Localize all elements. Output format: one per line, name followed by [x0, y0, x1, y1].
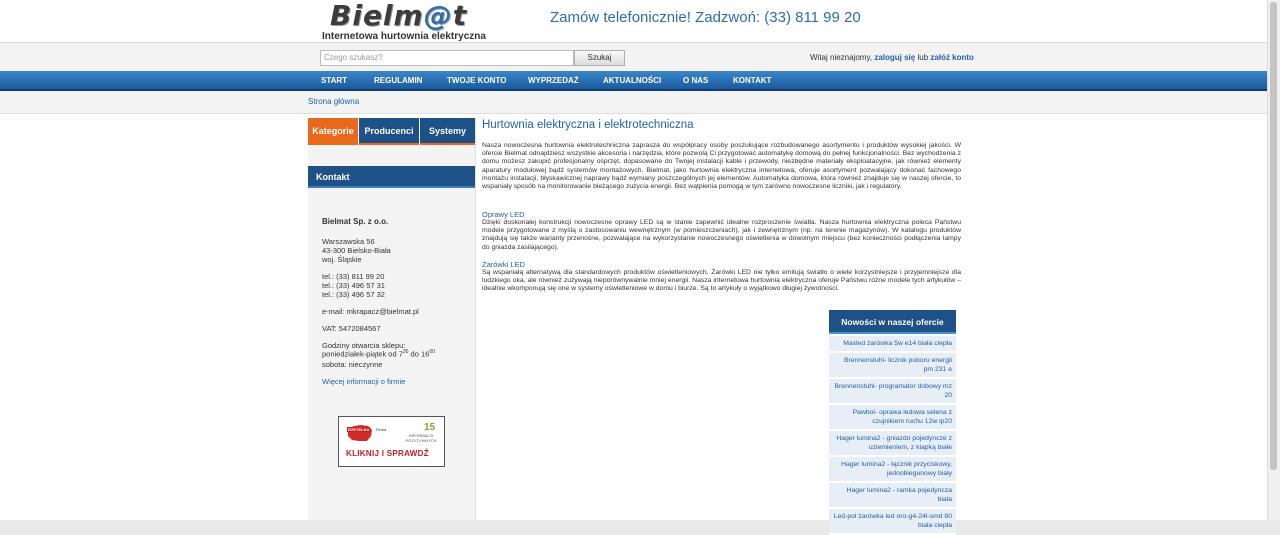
- nav-aktualnosci[interactable]: AKTUALNOŚCI: [603, 76, 662, 85]
- logo[interactable]: [320, 0, 486, 42]
- led-fixtures-paragraph: Dzięki doskonałej konstrukcji nowoczesne oprawy LED są w stanie zapewnić idealne rozproszenie światła. Nasza hurtownia elektryczna poleca Państwu modele przygotowane z myślą o zastosowaniu wewnętrznym (w pomieszczeniach), jak i zewnętrznym (np. na terenie magazynów). W katalogu produktów znajdują się także warianty przenośne, pozwalające na wykorzystanie nowoczesnego oświetlenia w dowolnym miejscu (bez konieczności podłączenia lampy do gniazda zasilającego).: [482, 219, 961, 251]
- badge-rzetelna-label: RZETELNA: [348, 427, 370, 432]
- nav-start[interactable]: START: [321, 76, 348, 85]
- new-product-item[interactable]: Brennenstuhl- programator dobowy mz 20: [829, 379, 956, 405]
- scrollbar-thumb[interactable]: [1270, 2, 1277, 470]
- badge-info-text: INFORMACJI POZYTYWNYCH: [405, 433, 437, 443]
- nav-o-nas[interactable]: O NAS: [683, 76, 709, 85]
- breadcrumb-bar: [0, 91, 1268, 114]
- badge-firma-label: Firma: [376, 427, 387, 432]
- login-link[interactable]: zaloguj się: [874, 53, 916, 62]
- phone-3: tel.: (33) 496 57 32: [322, 290, 385, 299]
- new-product-item[interactable]: Brennenstuhl- licznik poboru energii pm 231 e: [829, 353, 956, 379]
- main-nav: [0, 71, 1268, 91]
- new-product-item[interactable]: Maxled żarówka 5w e14 biała ciepła: [829, 336, 956, 353]
- email-text: e-mail: mkrapacz@bielmat.pl: [322, 307, 419, 316]
- intro-paragraph: Nasza nowoczesna hurtownia elektrotechniczna zaprasza do współpracy osoby poszukujące rozbudowanego asortymentu i produktów wysokiej jakości. W ofercie Bielmat odnajdziesz wszystkie akcesoria i narzędzia, które pozwolą Ci przygotować automatykę domową do pełnej funkcjonalności. Bez wychodzenia z domu możesz zakupić profesjonalny osprzęt, dopasowane do Twojej instalacji kable i przewody, niezbędne materiały eksploatacyjne, jak również elementy aparatury modułowej bądź systemów montażowych. Bielmat, jako hurtownia elektryczna internetowa, oferuje asortyment pozwalający dokonać fachowego montażu instalacji, błyskawicznej naprawy bądź wymiany poszczególnych jej elementów. Automatyka domowa, która również znajduje się w naszej ofercie, to wspaniały sposób na monitorowanie bieżącego zużycia energii. Bez wątpienia pomogą w tym zarówno nowoczesne liczniki, jak i regulatory.: [482, 142, 961, 191]
- vat-number: VAT: 5472084567: [322, 324, 381, 333]
- search-input[interactable]: Czego szukasz?: [320, 50, 574, 66]
- badge-count: 15: [424, 422, 436, 433]
- order-phone-banner: Zamów telefonicznie! Zadzwoń: (33) 811 99 20: [550, 9, 861, 26]
- new-product-item[interactable]: Led-pol żarówka led oro-g4-24l-smd 80 biała ciepła: [829, 509, 956, 535]
- badge-cta: KLIKNIJ I SPRAWDŹ: [346, 449, 429, 458]
- new-product-item[interactable]: Hager lumina2 - łącznik przyciskowy, jednobiegunowy biały: [829, 457, 956, 483]
- phone-1: tel.: (33) 811 99 20: [322, 272, 385, 281]
- company-name: Bielmat Sp. z o.o.: [322, 217, 389, 226]
- kontakt-heading: Kontakt: [308, 166, 475, 188]
- led-bulbs-paragraph: Są wspaniałą alternatywą dla standardowych produktów oświetleniowych. Żarówki LED nie tylko emitują światło o wiele korzystniejsze i przyjemniejsze dla ludzkiego oka, ale również zużywają nieporównywalnie mniej energii. Nasza internetowa hurtownia elektryczna oferuje Państwu różne modele tych artykułów – idealnie wkomponują się one w systemy oświetleniowe w domu i biurze. Są to artykuły o wyjątkowo długiej żywotności.: [482, 269, 961, 293]
- address-region: woj. Śląskie: [322, 255, 362, 264]
- hours-title: Godziny otwarcia sklepu:: [322, 341, 406, 350]
- nav-wyprzedaz[interactable]: WYPRZEDAŻ: [528, 76, 579, 85]
- greeting-text: Witaj nieznajomy,: [810, 53, 873, 62]
- tab-systemy[interactable]: Systemy: [420, 118, 475, 145]
- nav-regulamin[interactable]: REGULAMIN: [374, 76, 423, 85]
- tab-producenci[interactable]: Producenci: [359, 118, 419, 145]
- hours-weekdays: poniedziałek-piątek od $7^{30}$ do $16^{00}$: [322, 349, 435, 359]
- new-products-heading: Nowości w naszej ofercie: [829, 310, 956, 334]
- new-product-item[interactable]: Pawbol- oprawa ledowa selena z czujnikiem ruchu 12w ip20: [829, 405, 956, 431]
- register-link[interactable]: załóż konto: [930, 53, 974, 62]
- led-fixtures-heading: Oprawy LED: [482, 210, 525, 219]
- poland-map-icon: [345, 423, 375, 443]
- tab-kategorie[interactable]: Kategorie: [308, 118, 358, 145]
- nav-twoje-konto[interactable]: TWOJE KONTO: [447, 76, 507, 85]
- account-links: [810, 53, 974, 62]
- address-city: 43-300 Bielsko-Biała: [322, 246, 391, 255]
- new-product-item[interactable]: Hager lumina2 - ramka pojedyncza biała: [829, 483, 956, 509]
- new-product-item[interactable]: Hager lumina2 - gniazdo pojedyncze z uziemieniem, z klapką białe: [829, 431, 956, 457]
- or-text: lub: [917, 53, 929, 62]
- address-street: Warszawska 56: [322, 237, 375, 246]
- more-info-link[interactable]: Więcej informacji o firmie: [322, 377, 406, 386]
- page-title: Hurtownia elektryczna i elektrotechniczna: [482, 119, 694, 131]
- search-bar: [0, 42, 1268, 71]
- nav-kontakt[interactable]: KONTAKT: [733, 76, 772, 85]
- breadcrumb-home-link[interactable]: Strona główna: [308, 97, 360, 106]
- logo-wordmark: Bielm@t: [330, 0, 468, 32]
- new-products-list: [829, 336, 956, 535]
- led-bulbs-heading: Żarówki LED: [482, 260, 525, 269]
- rzetelna-firma-badge[interactable]: [338, 416, 445, 467]
- hours-saturday: sobota: nieczynne: [322, 360, 383, 369]
- vertical-scrollbar[interactable]: [1267, 0, 1280, 520]
- phone-2: tel.: (33) 496 57 31: [322, 281, 385, 290]
- search-button[interactable]: Szukaj: [574, 50, 625, 66]
- logo-tagline: Internetowa hurtownia elektryczna: [322, 31, 486, 42]
